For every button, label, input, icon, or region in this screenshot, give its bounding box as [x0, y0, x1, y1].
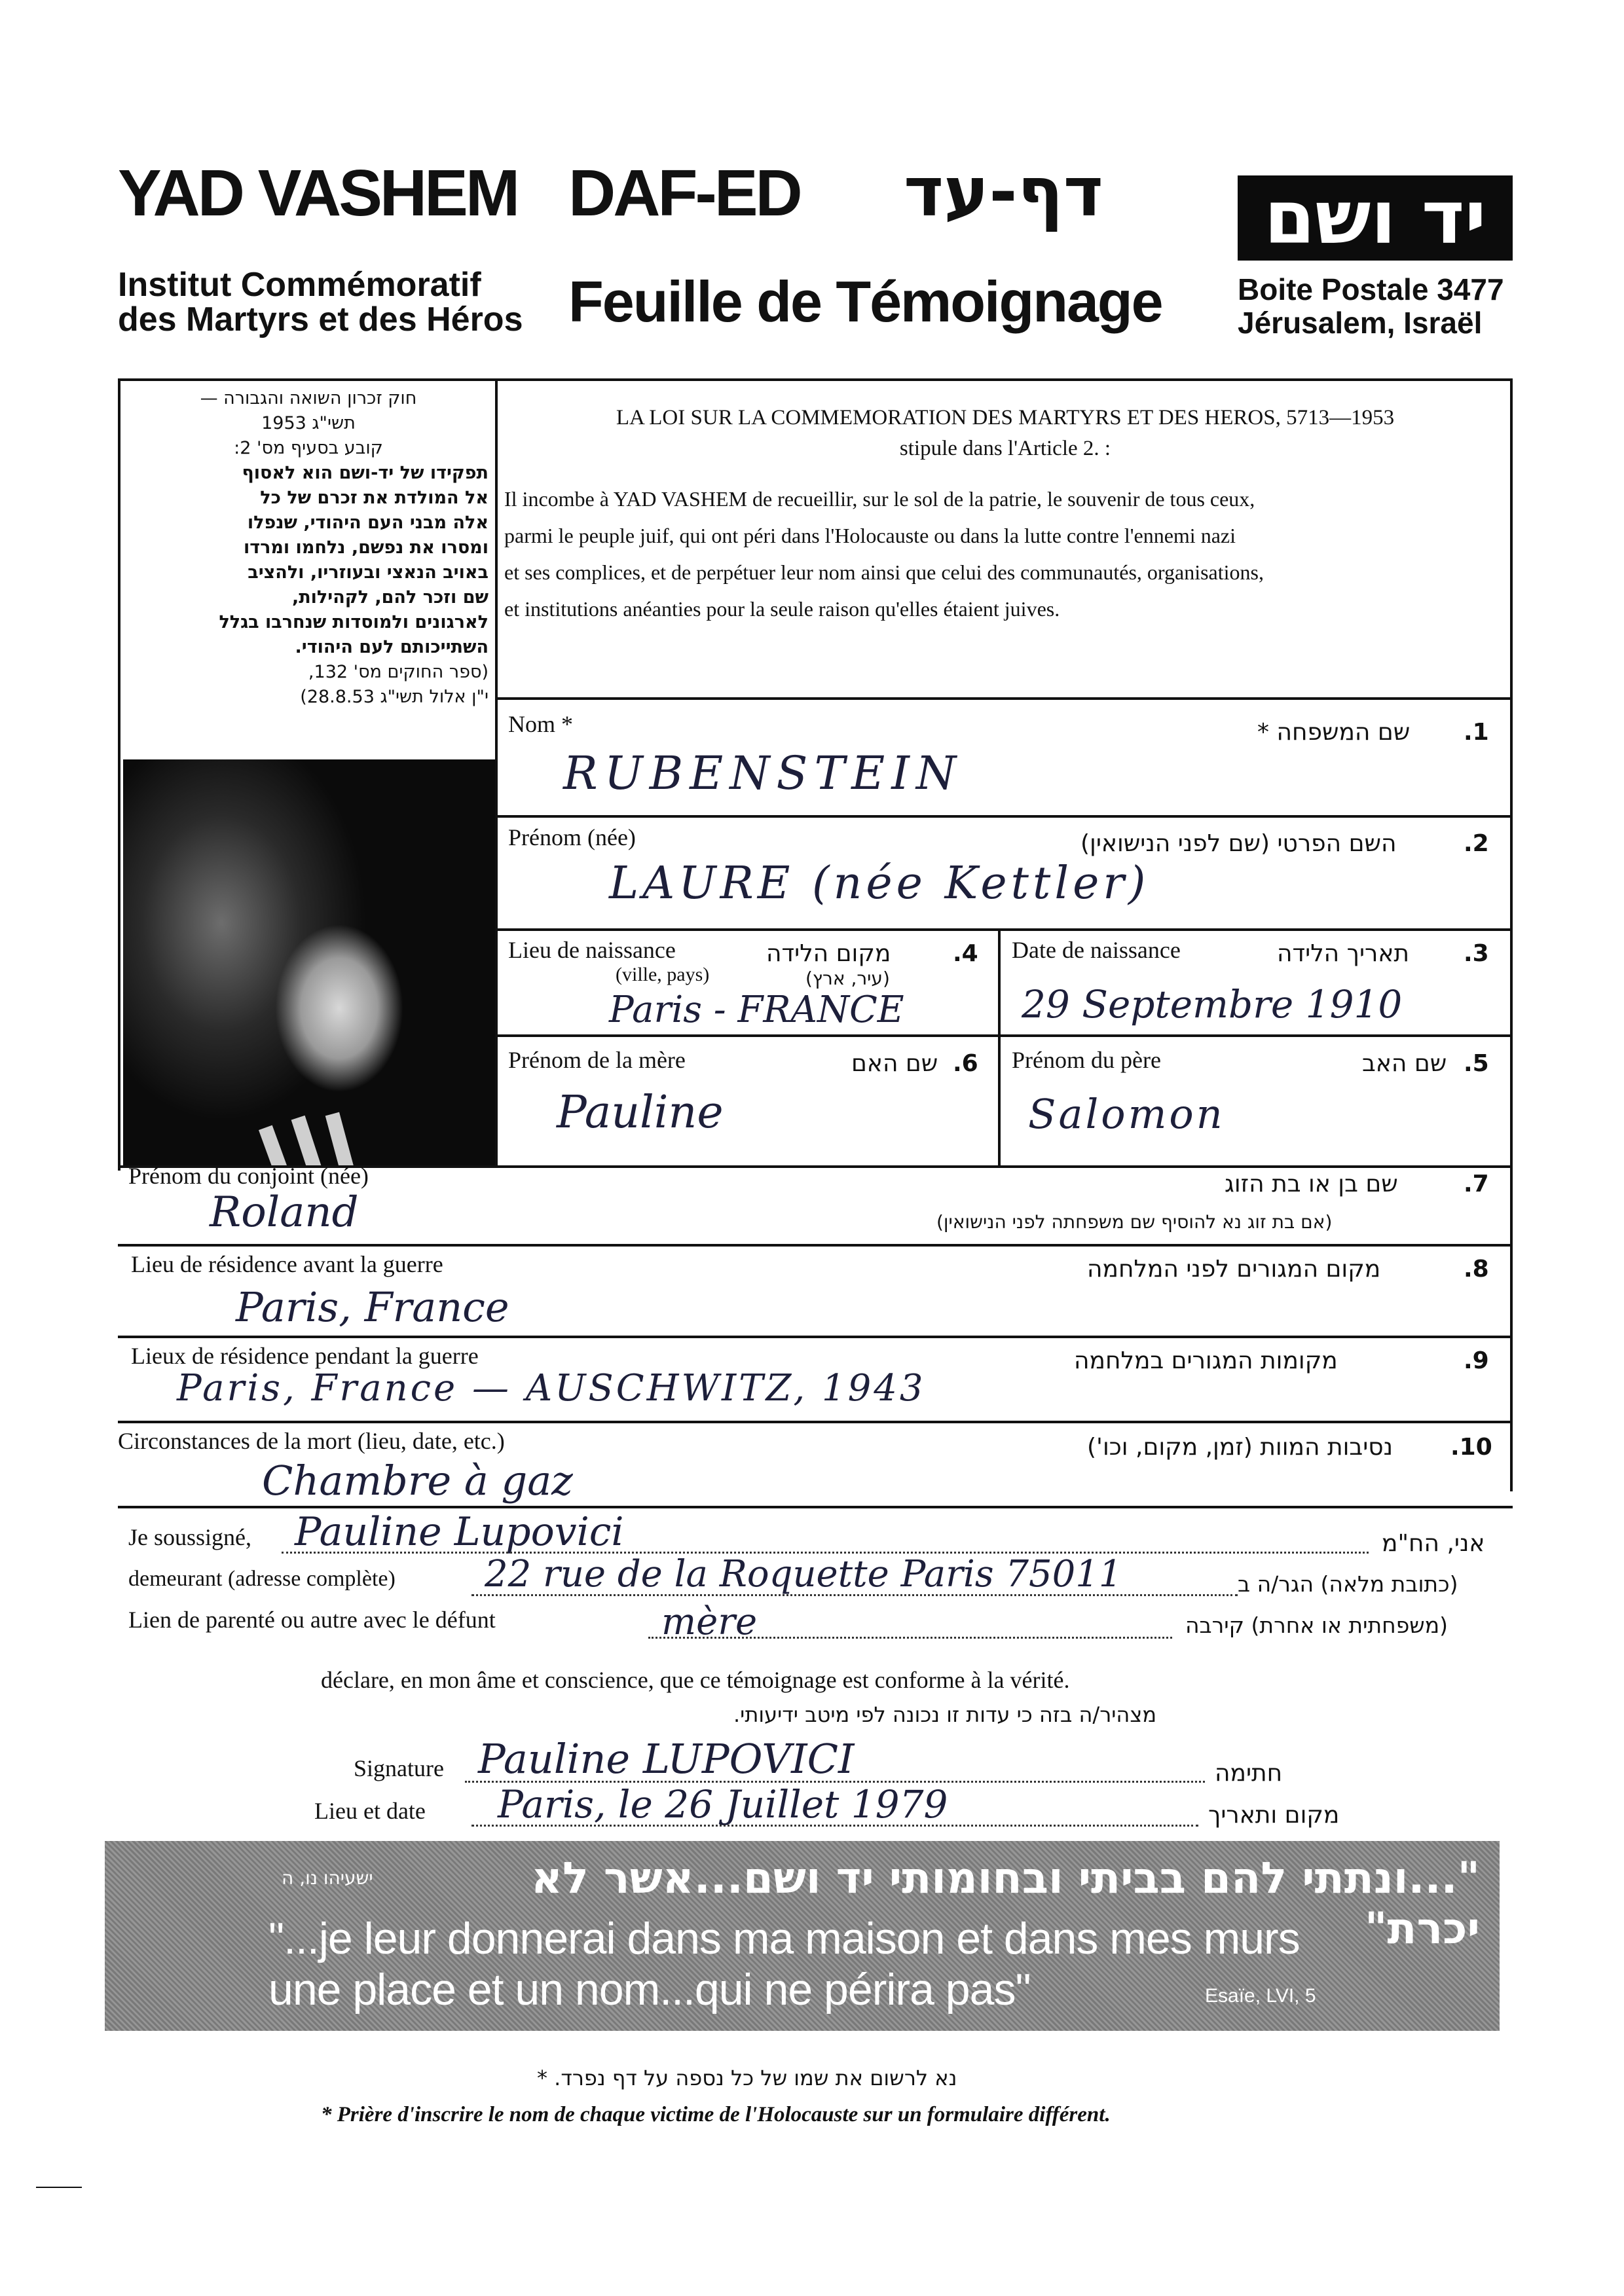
conjoint-sublabel-he: (אם בת זוג נא להוסיף שם משפחתה לפני הנישואין) [936, 1211, 1333, 1233]
lieu-naissance-label-he: מקום הלידה [766, 940, 891, 967]
residence-avant-number: .8 [1464, 1256, 1489, 1283]
frame-law-bottom [495, 697, 1513, 700]
yad-vashem-logo: יד ושם [1238, 175, 1513, 261]
date-naissance-number: .3 [1464, 940, 1489, 967]
law-hebrew-line: שם וזכר להם, לקהילות, [291, 587, 489, 608]
law-french-title: LA LOI SUR LA COMMEMORATION DES MARTYRS ET DES HEROS, 5713—1953 [616, 406, 1395, 429]
banner-french-ref: Esaïe, LVI, 5 [1205, 1985, 1316, 2007]
prenom-number: .2 [1464, 830, 1489, 857]
prenom-label-he: השם הפרטי (שם לפני הנישואין) [1080, 830, 1397, 857]
conjoint-label: Prénom du conjoint (née) [128, 1163, 369, 1189]
declare-he: מצהיר/ה בזה כי עדות זו נכונה לפי מיטב ידיעותי. [733, 1702, 1157, 1727]
lieu-naissance-number: .4 [953, 940, 978, 967]
lieu-naissance-sublabel: (ville, pays) [616, 964, 710, 985]
soussigne-value[interactable]: Pauline Lupovici [295, 1509, 624, 1555]
frame-row1 [495, 815, 1513, 818]
prenom-pere-number: .5 [1464, 1050, 1489, 1077]
residence-pendant-label-he: מקומות המגורים במלחמה [1074, 1347, 1338, 1374]
lieu-date-label: Lieu et date [314, 1798, 426, 1824]
banner-hebrew: "...ונתתי להם בביתי ובחומותי יד ושם...אשר לא יכרת" [530, 1853, 1480, 1954]
lien-label-he: (משפחתית או אחרת) קירבה [1185, 1613, 1448, 1638]
victim-photo [123, 759, 495, 1165]
frame-row7 [118, 1421, 1513, 1423]
nom-label-he: שם המשפחה * [1257, 719, 1411, 746]
demeurant-label: demeurant (adresse complète) [128, 1567, 396, 1591]
form-title-he: דף-עד [904, 152, 1103, 232]
header [0, 0, 1624, 367]
law-hebrew-line: השתייכותם לעם היהודי. [295, 637, 489, 657]
form-title-fr: DAF-ED [568, 156, 800, 230]
frame-row3 [495, 1034, 1513, 1037]
law-french [504, 406, 1506, 627]
org-subtitle-1: Institut Commémoratif [118, 266, 481, 304]
law-hebrew [128, 386, 489, 710]
residence-pendant-number: .9 [1464, 1347, 1489, 1374]
law-hebrew-line: באויב הנאצי ובעוזריו, ולהציב [248, 562, 489, 583]
law-hebrew-line: תפקידו של יד-ושם הוא לאסוף [242, 463, 489, 483]
nom-label: Nom * [508, 711, 573, 737]
circonstances-label: Circonstances de la mort (lieu, date, etc.) [118, 1428, 505, 1454]
frame-right [1510, 378, 1513, 1491]
law-french-line: et institutions anéanties pour la seule raison qu'elles étaient juives. [504, 597, 1060, 621]
circonstances-value[interactable]: Chambre à gaz [262, 1457, 573, 1504]
banner-hebrew-ref: ישעיהו נו, ה [282, 1867, 373, 1889]
lien-value[interactable]: mère [661, 1601, 758, 1643]
prenom-pere-label: Prénom du père [1012, 1047, 1161, 1073]
lien-label: Lien de parenté ou autre avec le défunt [128, 1607, 496, 1633]
law-hebrew-ref: י"ן אלול תשי"ג 28.8.53) [300, 687, 489, 707]
lieu-date-value[interactable]: Paris, le 26 Juillet 1979 [498, 1782, 948, 1827]
nom-number: .1 [1464, 719, 1489, 746]
address-line-2: Jérusalem, Israël [1238, 306, 1483, 340]
lieu-date-label-he: מקום ותאריך [1208, 1802, 1340, 1829]
signature-label-he: חתימה [1215, 1760, 1283, 1787]
circonstances-number: .10 [1450, 1434, 1492, 1461]
date-naissance-label-he: תאריך הלידה [1277, 940, 1410, 967]
soussigne-label-he: אני, הח"מ [1382, 1530, 1485, 1557]
prenom-pere-value[interactable]: Salomon [1028, 1090, 1225, 1138]
nom-value[interactable]: RUBENSTEIN [563, 746, 963, 800]
address-line-1: Boite Postale 3477 [1238, 272, 1504, 306]
banner-french-2: une place et un nom...qui ne périra pas" [268, 1965, 1031, 2014]
prenom-mere-label: Prénom de la mère [508, 1047, 686, 1073]
lieu-naissance-label: Lieu de naissance [508, 937, 676, 963]
declare-fr: déclare, en mon âme et conscience, que ce témoignage est conforme à la vérité. [321, 1667, 1070, 1693]
demeurant-value[interactable]: 22 rue de la Roquette Paris 75011 [485, 1553, 1122, 1595]
law-hebrew-ref: (ספר החוקים מס' 132, [308, 662, 489, 682]
frame-mid-divider [998, 928, 1001, 1167]
law-hebrew-title: חוק זכרון השואה והגבורה — [200, 388, 417, 409]
residence-pendant-label: Lieux de résidence pendant la guerre [131, 1343, 479, 1369]
conjoint-value[interactable]: Roland [210, 1188, 359, 1237]
prenom-mere-label-he: שם האם [851, 1050, 938, 1077]
frame-divider-law [495, 378, 498, 1167]
lieu-naissance-value[interactable]: Paris - FRANCE [609, 989, 904, 1031]
law-hebrew-line: ומסרו את נפשם, נלחמו ומרדו [243, 538, 489, 558]
lieu-naissance-sublabel-he: (עיר, ארץ) [805, 968, 890, 989]
prenom-value[interactable]: LAURE (née Kettler) [609, 858, 1150, 909]
circonstances-label-he: נסיבות המוות (זמן, מקום, וכו') [1087, 1434, 1393, 1461]
residence-avant-label: Lieu de résidence avant la guerre [131, 1251, 443, 1277]
frame-row2 [495, 928, 1513, 931]
demeurant-label-he: (כתובת מלאה) הגר/ה ב [1238, 1571, 1458, 1597]
law-hebrew-line: אל המולדת את זכרם של כל [260, 488, 489, 508]
frame-row5 [118, 1244, 1513, 1247]
soussigne-label: Je soussigné, [128, 1524, 251, 1550]
signature-value[interactable]: Pauline LUPOVICI [478, 1735, 855, 1783]
conjoint-label-he: שם בן או בת הזוג [1225, 1171, 1398, 1197]
law-french-line: Il incombe à YAD VASHEM de recueillir, sur le sol de la patrie, le souvenir de tous ceux, [504, 487, 1255, 511]
org-name: YAD VASHEM [118, 156, 518, 230]
date-naissance-label: Date de naissance [1012, 937, 1181, 963]
law-french-line: et ses complices, et de perpétuer leur nom ainsi que celui des communautés, organisations, [504, 560, 1264, 584]
prenom-mere-value[interactable]: Pauline [557, 1087, 724, 1139]
frame-top [118, 378, 1513, 381]
footer-note-he: נא לרשום את שמו של כל נספה על דף נפרד. * [537, 2066, 957, 2090]
law-hebrew-line: אלה מבני העם היהודי, שנפלו [247, 513, 489, 533]
conjoint-number: .7 [1464, 1171, 1489, 1197]
residence-avant-label-he: מקום המגורים לפני המלחמה [1087, 1256, 1381, 1283]
date-naissance-value[interactable]: 29 Septembre 1910 [1022, 982, 1403, 1027]
frame-row6 [118, 1336, 1513, 1338]
org-subtitle-2: des Martyrs et des Héros [118, 301, 523, 338]
residence-pendant-value[interactable]: Paris, France — AUSCHWITZ, 1943 [177, 1367, 926, 1410]
law-hebrew-year: תשי"ג 1953 [261, 413, 356, 433]
prenom-label: Prénom (née) [508, 824, 636, 850]
law-french-subtitle: stipule dans l'Article 2. : [899, 437, 1111, 460]
law-hebrew-clause: קובע בסעיף מס' 2: [234, 438, 383, 458]
law-hebrew-line: לארגונים ולמוסדות שנחרבו בגלל [219, 612, 489, 632]
residence-avant-value[interactable]: Paris, France [236, 1283, 509, 1331]
law-french-line: parmi le peuple juif, qui ont péri dans l'Holocauste ou dans la lutte contre l'ennemi nazi [504, 524, 1236, 547]
frame-row8 [118, 1506, 1513, 1508]
footer-note-fr: * Prière d'inscrire le nom de chaque victime de l'Holocauste sur un formulaire différent. [321, 2103, 1111, 2126]
prenom-pere-label-he: שם האב [1362, 1050, 1447, 1077]
banner-french-1: "...je leur donnerai dans ma maison et dans mes murs [268, 1914, 1300, 1963]
frame-left [118, 378, 120, 1171]
quote-banner [105, 1841, 1500, 2031]
form-subtitle: Feuille de Témoignage [568, 269, 1162, 334]
signature-label: Signature [354, 1755, 444, 1781]
footer-margin-mark [36, 2187, 82, 2188]
prenom-mere-number: .6 [953, 1050, 978, 1077]
